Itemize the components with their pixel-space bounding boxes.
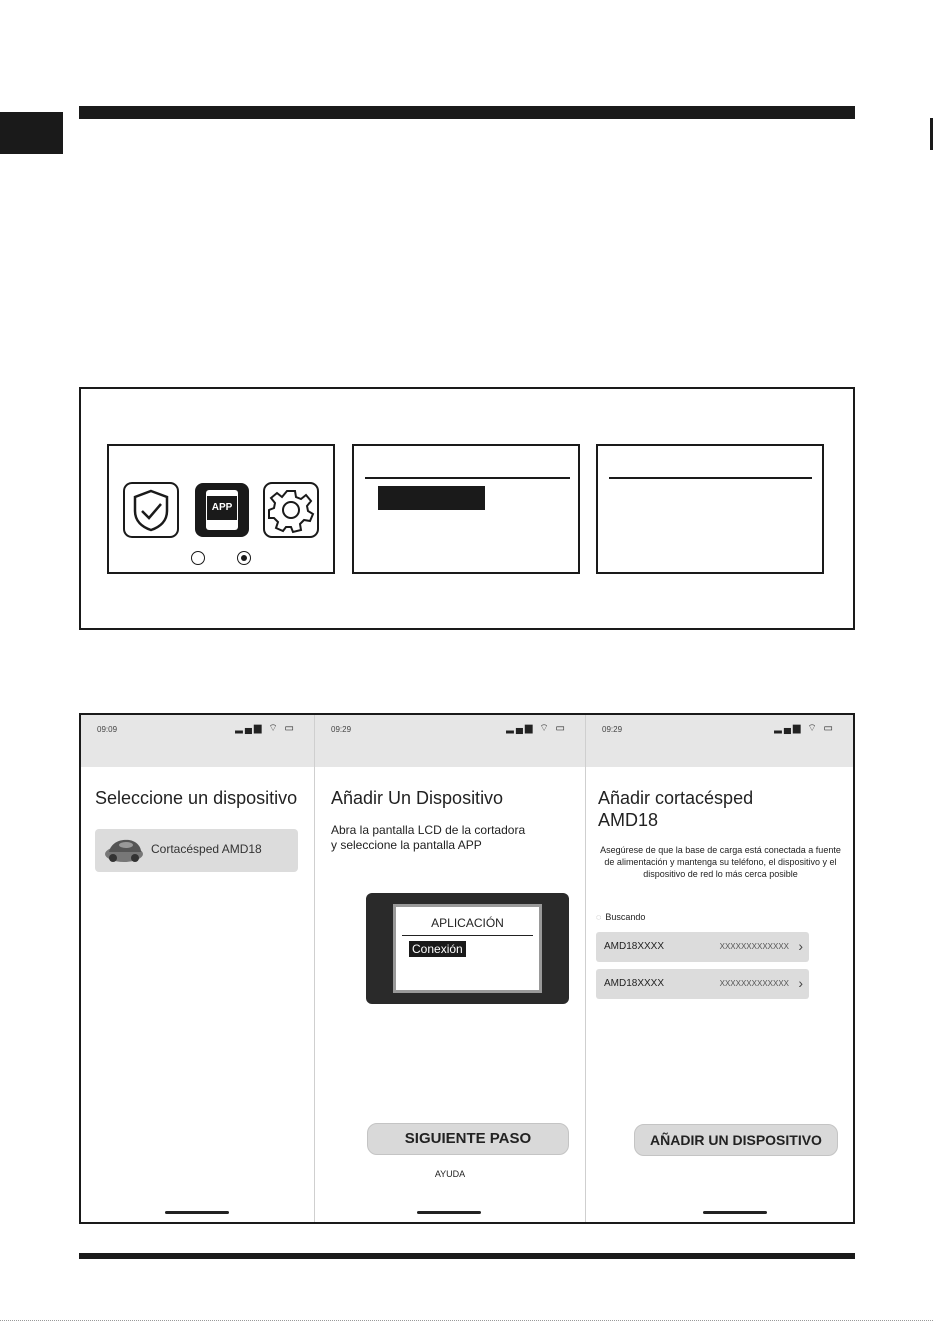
- home-indicator: [703, 1211, 767, 1214]
- lcd-illustration-screen: [393, 904, 542, 993]
- found-device-id: XXXXXXXXXXXXX: [719, 942, 789, 951]
- searching-label: Buscando: [605, 912, 646, 922]
- next-step-button[interactable]: SIGUIENTE PASO: [367, 1123, 569, 1155]
- found-device-name: AMD18XXXX: [604, 978, 665, 989]
- screen-title: Añadir Un Dispositivo: [331, 788, 504, 808]
- lcd-app-screen: [352, 444, 580, 574]
- found-device-row[interactable]: [596, 932, 809, 962]
- status-bar: [81, 715, 314, 767]
- chevron-right-icon: ›: [798, 938, 803, 954]
- page-bottom-edge: [0, 1320, 933, 1321]
- footer-rule: [79, 1253, 855, 1259]
- phone-screen-select-device: [81, 715, 315, 1222]
- signal-wifi-battery-icon: ▂▄▆ ⌔ ▭: [506, 723, 567, 734]
- found-device-id: XXXXXXXXXXXXX: [719, 979, 789, 988]
- lcd-illustration-selected: Conexión: [409, 941, 466, 957]
- status-bar: [586, 715, 853, 767]
- app-screens-figure: [79, 713, 855, 1224]
- help-link[interactable]: AYUDA: [434, 1169, 466, 1179]
- lcd-illustration-title: APLICACIÓN: [431, 916, 504, 930]
- lcd-main-menu: [107, 444, 335, 574]
- app-icon: [195, 483, 249, 537]
- found-device-row[interactable]: [596, 969, 809, 999]
- home-indicator: [165, 1211, 229, 1214]
- instructions-text: Abra la pantalla LCD de la cortadora y seleccione la pantalla APP: [331, 823, 526, 852]
- status-bar: [315, 715, 585, 767]
- lcd-illustration-rule: [402, 935, 533, 936]
- chevron-right-icon: ›: [798, 975, 803, 991]
- screen-title: Seleccione un dispositivo: [95, 788, 298, 808]
- screen-title: Añadir cortacésped AMD18: [598, 788, 754, 830]
- home-indicator: [417, 1211, 481, 1214]
- device-list-item[interactable]: [95, 829, 298, 872]
- gear-icon: [263, 482, 319, 538]
- app-icon-label: APP: [207, 496, 237, 520]
- lcd-screens-figure: [79, 387, 855, 630]
- status-time: 09:29: [602, 725, 623, 734]
- phone-screen-add-mower: [586, 715, 853, 1222]
- lcd-connection-screen: [596, 444, 824, 574]
- header-rule: [79, 106, 855, 119]
- shield-check-icon: [123, 482, 179, 538]
- lcd-selected-item: [378, 486, 485, 510]
- section-tab: [0, 112, 63, 154]
- lcd-illustration: [366, 893, 569, 1004]
- lcd-title-rule: [609, 477, 812, 479]
- add-device-button[interactable]: AÑADIR UN DISPOSITIVO: [634, 1124, 838, 1156]
- phone-screen-add-device: [315, 715, 586, 1222]
- device-name: Cortacésped AMD18: [151, 842, 262, 856]
- signal-wifi-battery-icon: ▂▄▆ ⌔ ▭: [235, 723, 296, 734]
- radio-option-1: [191, 551, 205, 565]
- lcd-title-rule: [365, 477, 570, 479]
- found-device-name: AMD18XXXX: [604, 941, 665, 952]
- loading-spinner-icon: ◌: [596, 912, 602, 922]
- lawn-mower-icon: [103, 836, 145, 864]
- signal-wifi-battery-icon: ▂▄▆ ⌔ ▭: [774, 723, 835, 734]
- instructions-text: Asegúrese de que la base de carga está conectada a fuente de alimentación y mantenga su teléfono, el dispositivo y el dispositivo de red lo más cerca posible: [600, 845, 841, 879]
- radio-option-2-selected: [237, 551, 251, 565]
- status-time: 09:09: [97, 725, 118, 734]
- status-time: 09:29: [331, 725, 352, 734]
- searching-status: [596, 912, 645, 922]
